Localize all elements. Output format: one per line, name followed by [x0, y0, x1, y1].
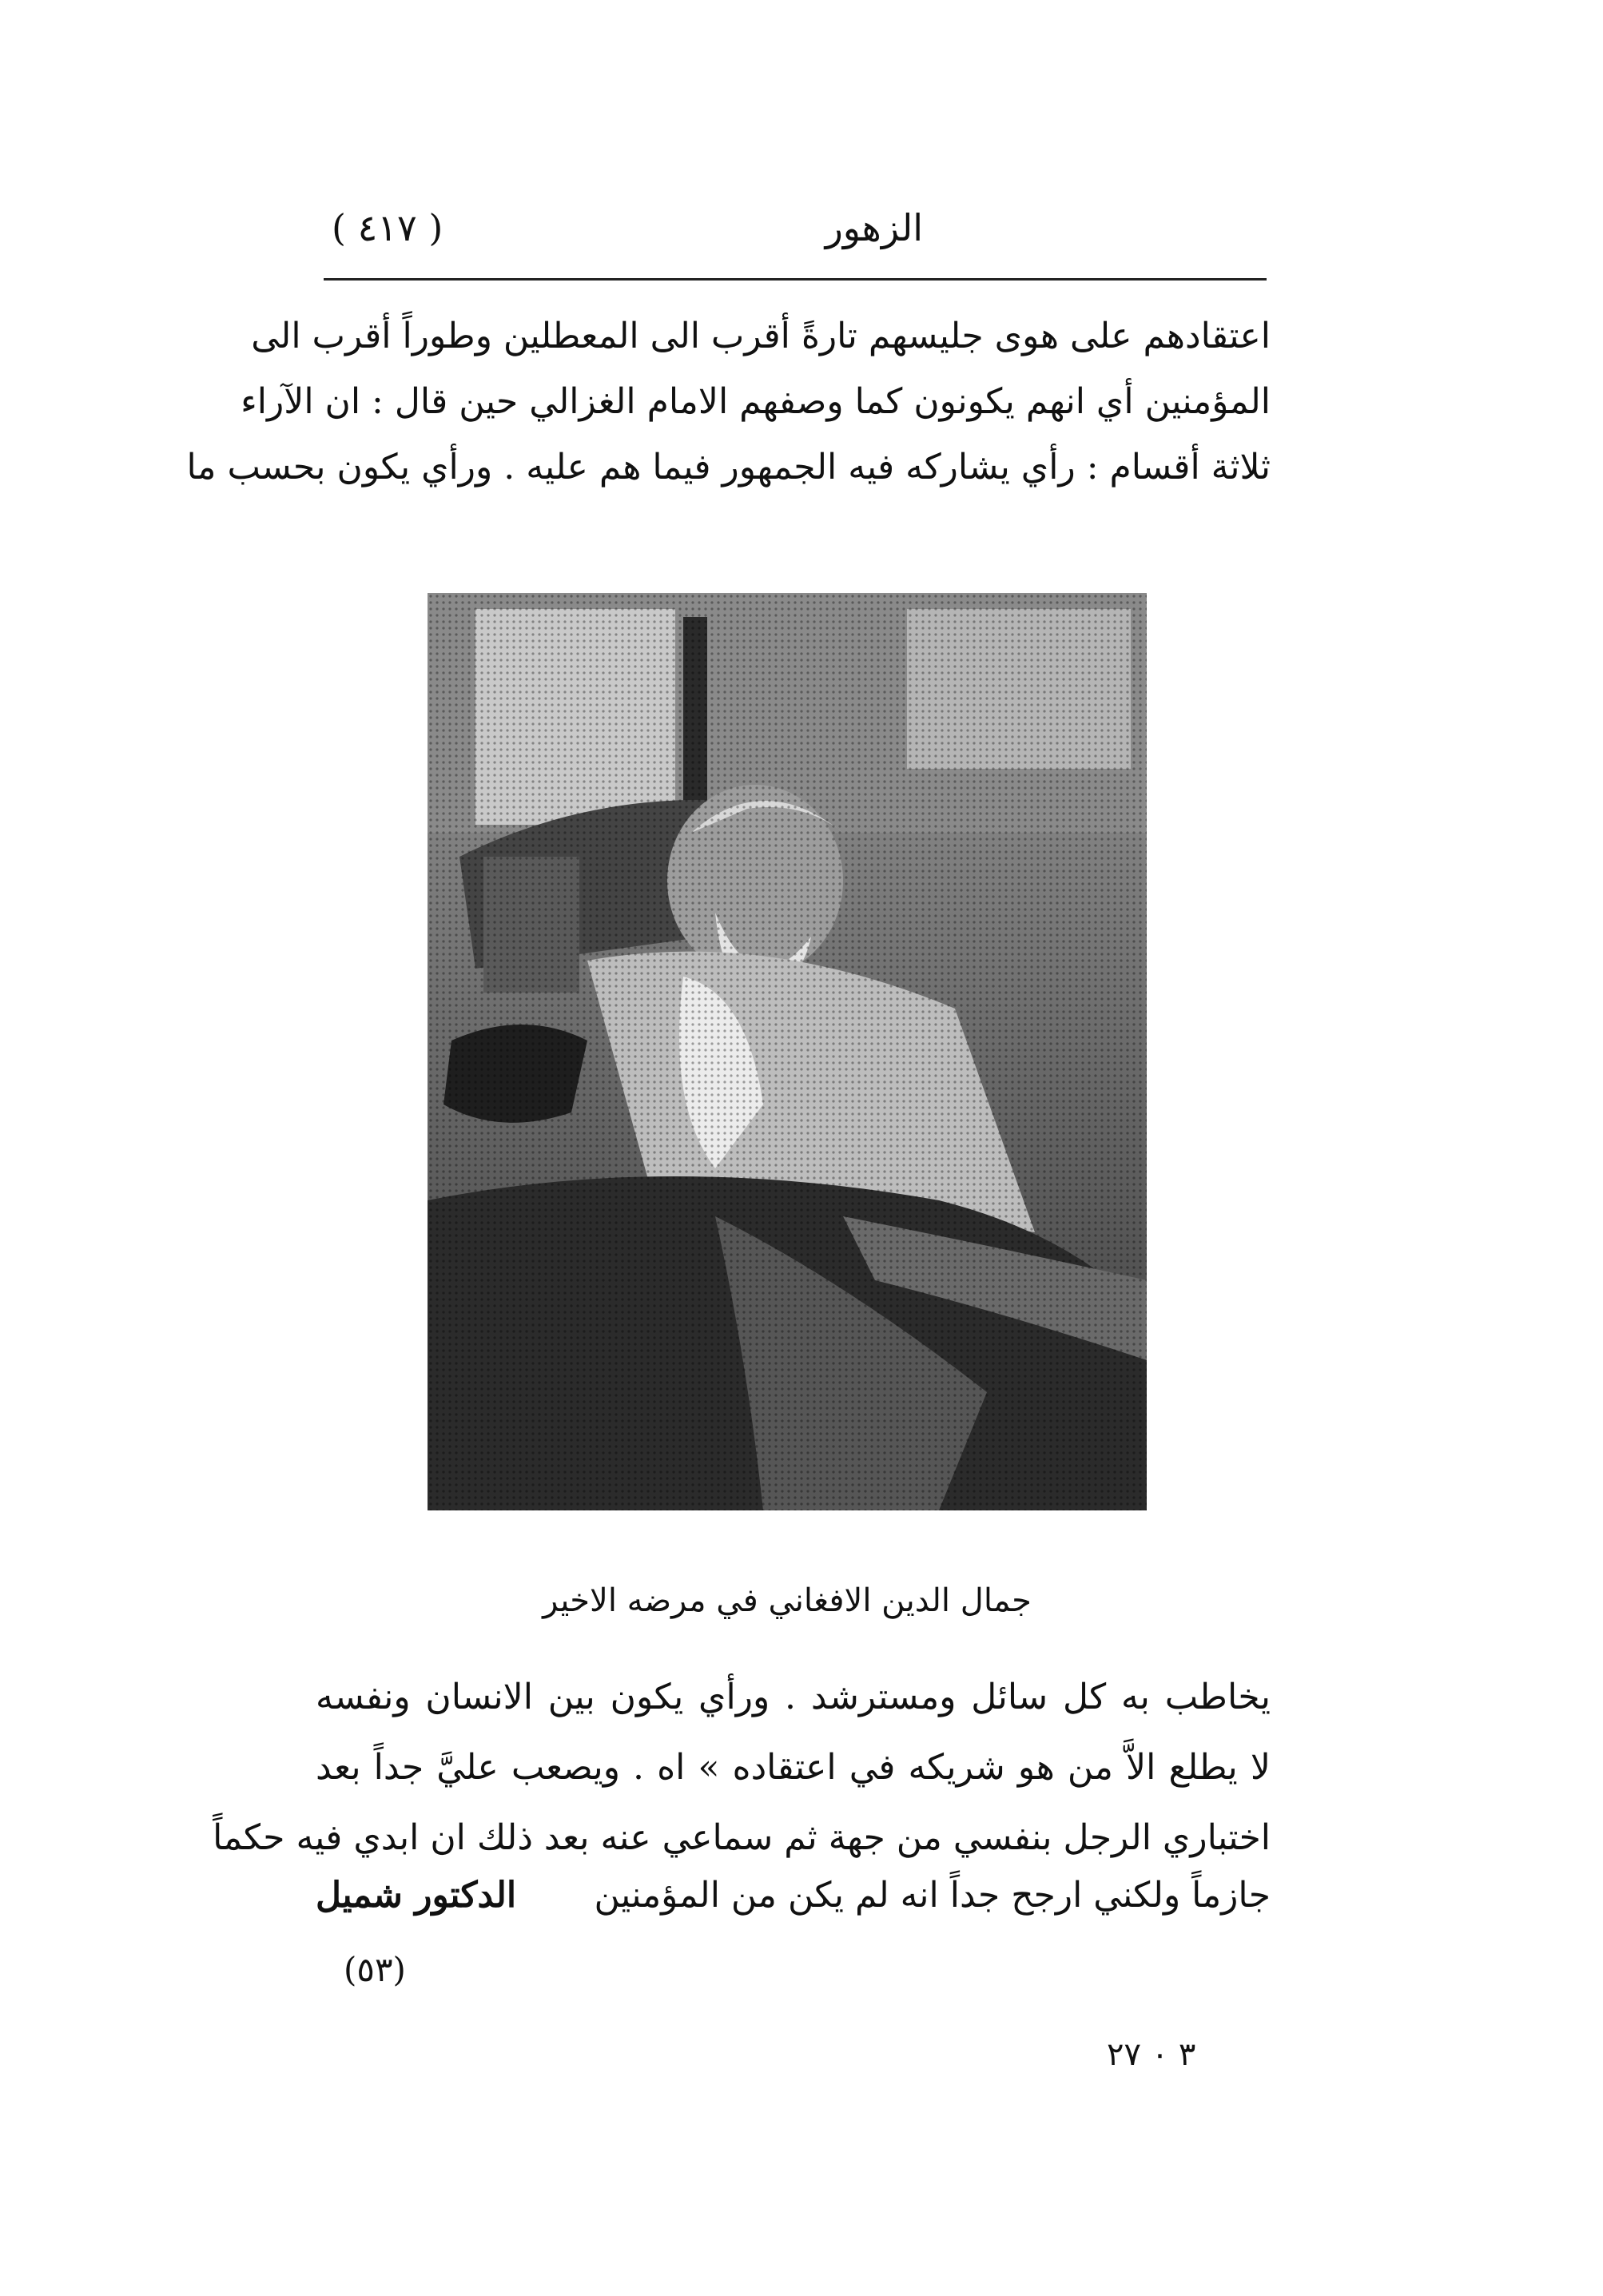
paragraph-line: المؤمنين أي انهم يكونون كما وصفهم الامام الغزالي حين قال : ان الآراء [241, 381, 1271, 422]
paragraph-line: لا يطلع الاَّ من هو شريكه في اعتقاده » اه . ويصعب عليَّ جداً بعد [316, 1747, 1271, 1788]
paragraph-line: اختباري الرجل بنفسي من جهة ثم سماعي عنه بعد ذلك ان ابدي فيه حكماً [213, 1817, 1271, 1858]
page-number: ( ٤١٧ ) [332, 206, 444, 249]
paragraph-line: يخاطب به كل سائل ومسترشد . ورأي يكون بين الانسان ونفسه [316, 1677, 1271, 1717]
bottom-paragraph [213, 1662, 1271, 1873]
paragraph-last-line: جازماً ولكني ارجح جداً انه لم يكن من المؤمنين [594, 1875, 1271, 1916]
portrait-photo [428, 593, 1147, 1510]
header-rule [324, 278, 1267, 281]
halftone-photo-illustration [428, 593, 1147, 1510]
author-signature: الدكتور شميل [316, 1875, 517, 1916]
journal-title: الزهور [825, 206, 923, 249]
printer-signature-mark: ٣ ٠ ٢٧ [1107, 2036, 1196, 2073]
paragraph-line: ثلاثة أقسام : رأي يشاركه فيه الجمهور فيما هم عليه . ورأي يكون بحسب ما [186, 447, 1271, 487]
signature-number: (٥٣) [344, 1950, 406, 1989]
figure-caption: جمال الدين الافغاني في مرضه الاخير [543, 1582, 1032, 1619]
running-header [324, 206, 1267, 270]
top-paragraph [186, 304, 1271, 500]
final-line [316, 1875, 1271, 1947]
paragraph-line: اعتقادهم على هوى جليسهم تارةً أقرب الى المعطلين وطوراً أقرب الى [251, 316, 1271, 356]
